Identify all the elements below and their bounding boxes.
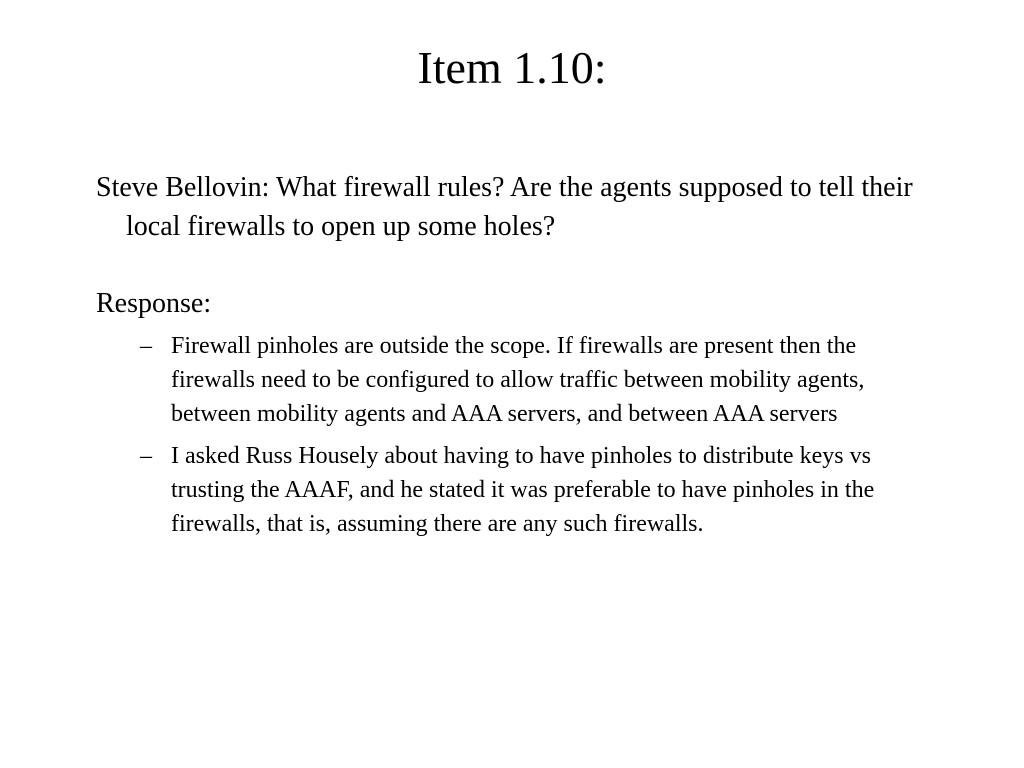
response-list <box>96 329 956 541</box>
response-item-text: I asked Russ Housely about having to have pinholes to distribute keys vs trusting the AAAF, and he stated it was preferable to have pinholes in the firewalls, that is, assuming there are any such firewalls. <box>171 443 875 537</box>
question-text: Steve Bellovin: What firewall rules? Are the agents supposed to tell their local firewalls to open up some holes? <box>96 172 913 242</box>
response-item-2 <box>140 439 926 541</box>
slide-content <box>96 168 956 549</box>
slide-title: Item 1.10: <box>417 42 607 93</box>
response-item-text: Firewall pinholes are outside the scope. If firewalls are present then the firewalls need to be configured to allow traffic between mobility agents, between mobility agents and AAA servers, and between AAA servers <box>171 333 865 427</box>
dash-bullet: – <box>140 443 152 469</box>
response-item-1 <box>140 329 926 431</box>
response-heading: Response: <box>96 288 212 319</box>
dash-bullet: – <box>140 333 152 359</box>
